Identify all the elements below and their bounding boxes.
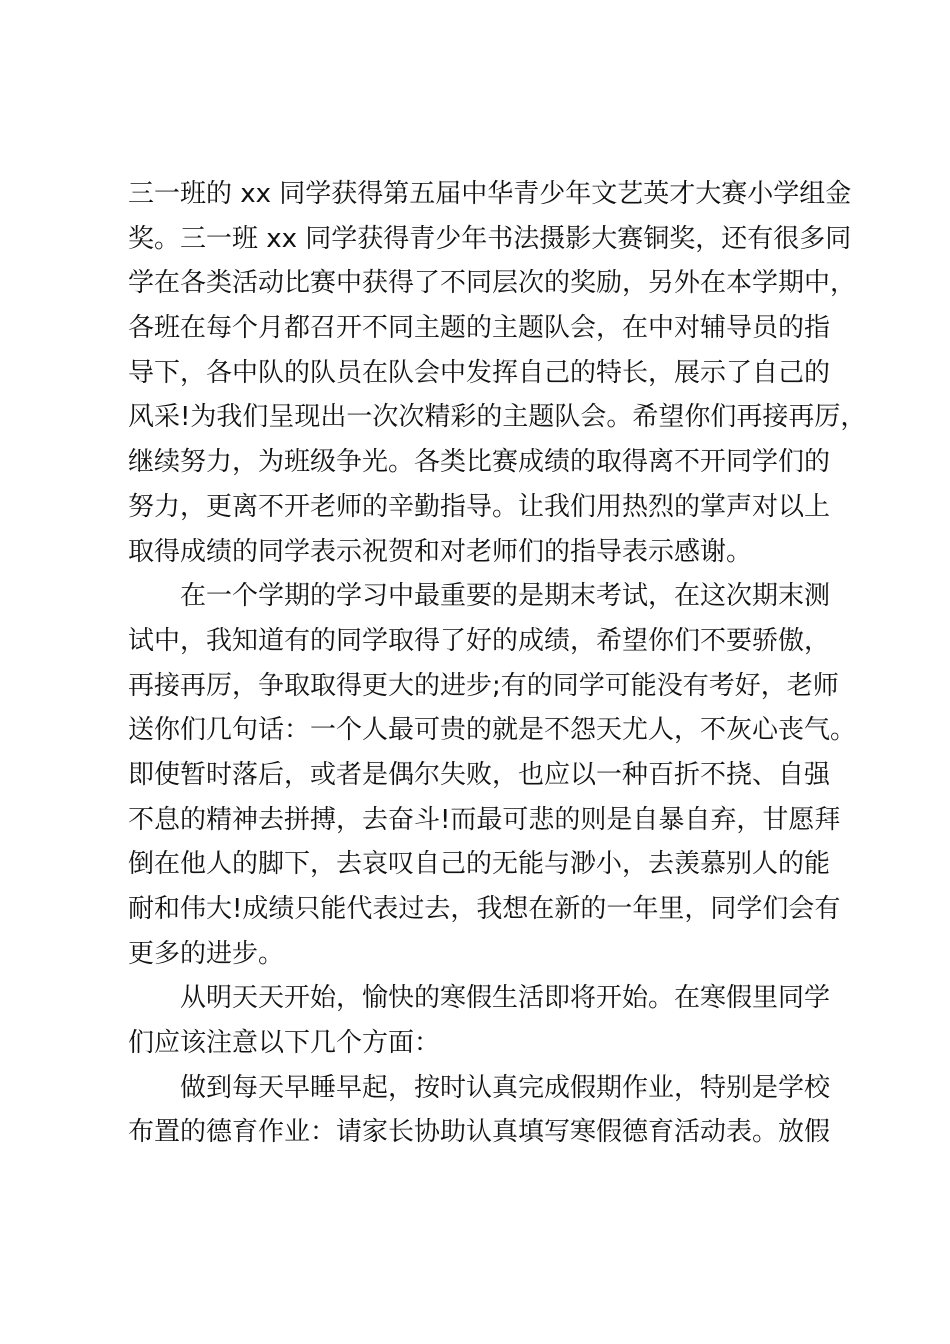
- text-line: 布置的德育作业：请家长协助认真填写寒假德育活动表。放假: [128, 1117, 831, 1148]
- text-line: 试中，我知道有的同学取得了好的成绩，希望你们不要骄傲，: [128, 625, 831, 656]
- paragraph-start-line: 在一个学期的学习中最重要的是期末考试，在这次期末测: [180, 581, 831, 612]
- text-line: 们应该注意以下几个方面：: [128, 1028, 441, 1059]
- text-line: 不息的精神去拼搏，去奋斗!而最可悲的则是自暴自弃，甘愿拜: [128, 804, 841, 835]
- text-line: 学在各类活动比赛中获得了不同层次的奖励，另外在本学期中，: [128, 268, 857, 299]
- text-line: 努力，更离不开老师的辛勤指导。让我们用热烈的掌声对以上: [128, 491, 831, 522]
- document-body: [128, 172, 868, 1155]
- text-line: 送你们几句话：一个人最可贵的就是不怨天尤人，不灰心丧气。: [128, 715, 857, 746]
- text-line: 导下，各中队的队员在队会中发挥自己的特长，展示了自己的: [128, 357, 831, 388]
- text-line: 耐和伟大!成绩只能代表过去，我想在新的一年里，同学们会有: [128, 894, 841, 924]
- text-line: 即使暂时落后，或者是偶尔失败，也应以一种百折不挠、自强: [128, 759, 831, 790]
- text-line: 继续努力，为班级争光。各类比赛成绩的取得离不开同学们的: [128, 447, 831, 478]
- text-line: 奖。三一班 xx 同学获得青少年书法摄影大赛铜奖，还有很多同: [128, 223, 852, 254]
- text-line: 风采!为我们呈现出一次次精彩的主题队会。希望你们再接再厉，: [128, 402, 867, 433]
- text-line: 三一班的 xx 同学获得第五届中华青少年文艺英才大赛小学组金: [128, 179, 852, 209]
- paragraph-start-line: 从明天天开始，愉快的寒假生活即将开始。在寒假里同学: [180, 983, 831, 1014]
- text-line: 倒在他人的脚下，去哀叹自己的无能与渺小，去羡慕别人的能: [128, 849, 831, 880]
- text-line: 取得成绩的同学表示祝贺和对老师们的指导表示感谢。: [128, 536, 753, 567]
- paragraph-start-line: 做到每天早睡早起，按时认真完成假期作业，特别是学校: [180, 1072, 831, 1103]
- text-line: 再接再厉，争取取得更大的进步;有的同学可能没有考好，老师: [128, 670, 839, 701]
- text-line: 更多的进步。: [128, 938, 285, 969]
- text-line: 各班在每个月都召开不同主题的主题队会，在中对辅导员的指: [128, 313, 831, 344]
